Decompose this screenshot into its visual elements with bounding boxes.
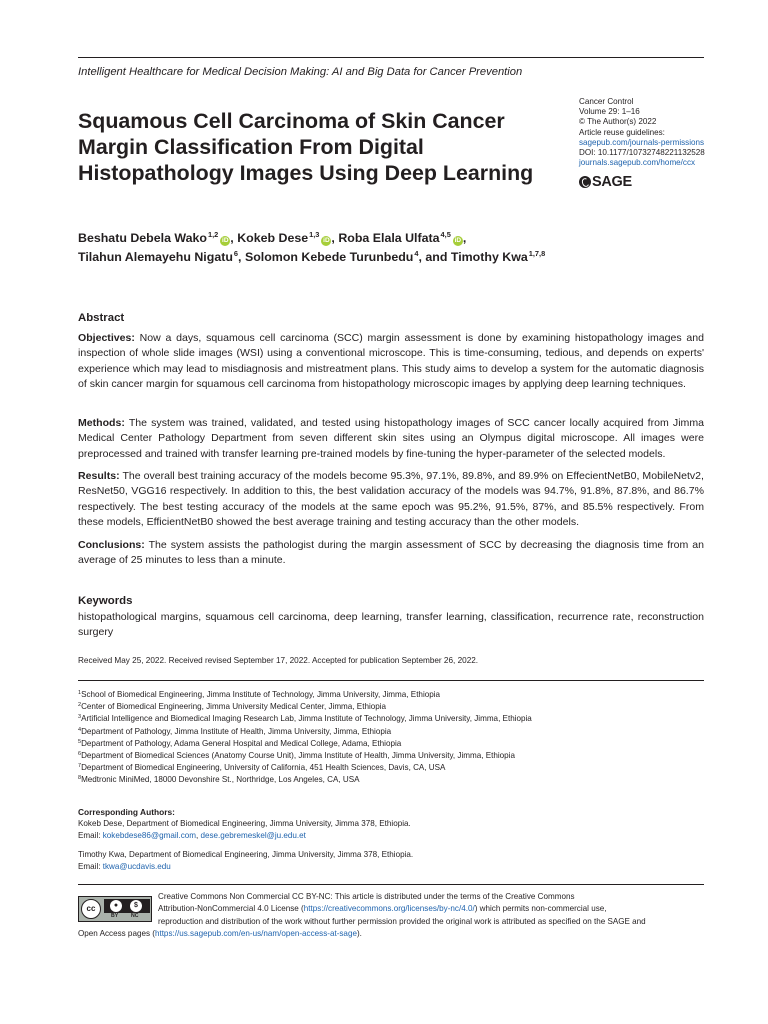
author-affil: 4 [414, 249, 419, 258]
author-name: Roba Elala Ulfata [338, 231, 440, 245]
journal-meta [579, 97, 709, 168]
affiliation-item: $^7$Department of Biomedical Engineering, University of California, 451 Health Sciences, Davis, CA, USA [78, 763, 446, 773]
open-access-link[interactable]: https://us.sagepub.com/en-us/nam/open-access-at-sage [154, 928, 357, 938]
abstract-heading: Abstract [78, 312, 125, 324]
abstract-results: Results: The overall best training accuracy of the models become 95.3%, 97.1%, 89.8%, and 89.9% on EffecientNetB0, MobileNetv2, ResNet50, VGG16 respectively. In addition to this, the best validation accuracy of the models was 94.7%, 91.8%, 87.8%, and 86.7% respectively. The best testing accuracy of the models at the same epoch was 95.2%, 91.5%, 87%, and 85.5% respectively. From these models, EfficientNetB0 showed the best average training and testing accuracy than the other models. [78, 470, 704, 528]
author-name: Beshatu Debela Wako [78, 231, 207, 245]
corresponding-email-2: Email: tkwa@ucdavis.edu [78, 861, 171, 871]
abstract-methods: Methods: The system was trained, validated, and tested using histopathology images of SCC cancer locally acquired from Jimma Medical Center Pathology Department from seven different skin sites using an Olympus digital microscope. All images were preprocessed and trained with transfer learning pre-trained models by fine-tuning the hyper-parameter of the selected models. [78, 417, 704, 460]
sage-wordmark: SAGE [592, 174, 632, 190]
email-link[interactable]: kokebdese86@gmail.com [102, 831, 196, 841]
orcid-icon[interactable]: iD [222, 237, 229, 244]
title-line: Histopathology Images Using Deep Learning [78, 161, 534, 185]
corresponding-author-2: Timothy Kwa, Department of Biomedical Engineering, Jimma University, Jimma 378, Ethiopia. [78, 849, 414, 859]
keywords-text: histopathological margins, squamous cell carcinoma, deep learning, transfer learning, classification, recurrence rate, reconstruction surgery [78, 611, 704, 639]
author-name: Tilahun Alemayehu Nigatu [78, 250, 233, 264]
orcid-icon[interactable]: iD [454, 237, 462, 244]
copyright: © The Author(s) 2022 [579, 117, 657, 127]
title-line: Squamous Cell Carcinoma of Skin Cancer [78, 109, 505, 133]
title-line: Margin Classification From Digital [78, 135, 424, 159]
author-affil: 4,5 [440, 230, 451, 239]
author-name: Kokeb Dese [237, 231, 309, 245]
badge-by-label: BY [111, 913, 119, 919]
noncommercial-icon: $ [130, 900, 142, 912]
affiliation-item: $^4$Department of Pathology, Jimma Institute of Health, Jimma University, Jimma, Ethiopia [78, 726, 392, 736]
reuse-link[interactable]: sagepub.com/journals-permissions [579, 137, 705, 147]
results-label: Results: [78, 470, 120, 482]
orcid-icon[interactable]: iD [323, 237, 330, 244]
article-title [78, 108, 558, 186]
author-affil: 6 [233, 249, 239, 258]
sage-mark-icon [579, 176, 591, 188]
affiliation-item: $^6$Department of Biomedical Sciences (Anatomy Course Unit), Jimma Institute of Health, Jimma University, Jimma, Ethiopia [78, 751, 515, 761]
badge-nc-label: NC [131, 913, 139, 919]
affiliation-rule [78, 680, 704, 681]
email-link[interactable]: tkwa@ucdavis.edu [102, 861, 171, 871]
cc-icon: cc [81, 899, 101, 919]
affiliation-item: $^2$Center of Biomedical Engineering, Jimma University Medical Center, Jimma, Ethiopia [78, 702, 387, 712]
author-affil: 1,3 [309, 230, 320, 239]
affiliation-item: $^8$Medtronic MiniMed, 18000 Devonshire St., Northridge, Los Angeles, CA, USA [78, 775, 360, 785]
attribution-icon: ● [110, 900, 122, 912]
affiliation-item: $^1$School of Biomedical Engineering, Jimma Institute of Technology, Jimma University, Jimma, Ethiopia [78, 690, 441, 699]
abstract-conclusions: Conclusions: The system assists the pathologist during the margin assessment of SCC by decreasing the diagnosis time from an average of 25 minutes to less than a minute. [78, 539, 704, 567]
methods-label: Methods: [78, 417, 125, 429]
journal-link[interactable]: journals.sagepub.com/home/ccx [579, 158, 696, 168]
sage-logo [579, 174, 632, 190]
corresponding-email-1: Email: kokebdese86@gmail.com, dese.gebremeskel@ju.edu.et [78, 831, 306, 841]
top-rule [78, 57, 704, 58]
received-dates: Received May 25, 2022. Received revised September 17, 2022. Accepted for publication September 26, 2022. [78, 656, 479, 665]
author-affil: 1,7,8 [528, 249, 546, 258]
doi: DOI: 10.1177/10732748221132528 [579, 148, 705, 158]
objectives-label: Objectives: [78, 332, 135, 344]
corresponding-heading: Corresponding Authors: [78, 807, 175, 817]
author-line: Beshatu Debela Wako$^{1,2}$iD , Kokeb Dese$^{1,3}$iD , Roba Elala Ulfata$^{4,5}$iD , [78, 230, 467, 245]
corresponding-author-1: Kokeb Dese, Department of Biomedical Engineering, Jimma University, Jimma 378, Ethiopia. [78, 819, 411, 829]
corresponding-authors [78, 806, 413, 873]
license-text: Creative Commons Non Commercial CC BY-NC: This article is distributed under the terms of the Creative Commons Attribution-NonCommercial 4.0 License (https://creativecommons.org/licenses/by-nc/4.0/) which permits non-commercial use, reproduction and distribution of the work without further permission provided the original work is attributed as specified on the SAGE and Open Access pages (https://us.sagepub.com/en-us/nam/open-access-at-sage). [78, 892, 646, 938]
author-line: Tilahun Alemayehu Nigatu$^6$, Solomon Kebede Turunbedu$^4$, and Timothy Kwa$^{1,7,8}$ [78, 249, 546, 264]
affiliation-item: $^5$Department of Pathology, Adama General Hospital and Medical College, Adama, Ethiopia [78, 738, 402, 748]
journal-name: Cancer Control [579, 97, 634, 106]
affiliation-item: $^3$Artificial Intelligence and Biomedical Imaging Research Lab, Jimma Institute of Technology, Jimma University, Jimma, Ethiopia [78, 714, 532, 724]
series-title: Intelligent Healthcare for Medical Decision Making: AI and Big Data for Cancer Prevention [78, 66, 523, 78]
license-rule [78, 884, 704, 885]
author-name: Timothy Kwa [450, 250, 528, 264]
abstract-objectives: Objectives: Now a days, squamous cell carcinoma (SCC) margin assessment is done by examining histopathology images and inspection of whole slide images (WSI) using a conventional microscope. This is time-consuming, tedious, and depends on experts' experience which may lead to misdiagnosis and mistreatment plans. This study aims to develop a system for the automatic diagnosis of skin cancer margin for squamous cell carcinoma from histopathology microscopic images by applying deep learning techniques. [78, 332, 705, 390]
conclusions-label: Conclusions: [78, 539, 145, 551]
email-link[interactable]: dese.gebremeskel@ju.edu.et [200, 831, 306, 841]
reuse-label: Article reuse guidelines: [579, 127, 665, 137]
author-list [78, 229, 708, 267]
author-affil: 1,2 [208, 230, 219, 239]
keywords-heading: Keywords [78, 595, 133, 607]
license-link[interactable]: https://creativecommons.org/licenses/by-nc/4.0/ [303, 904, 475, 914]
affiliation-list [78, 689, 532, 787]
journal-volume: Volume 29: 1–16 [579, 107, 640, 117]
author-name: Solomon Kebede Turunbedu [244, 250, 414, 264]
